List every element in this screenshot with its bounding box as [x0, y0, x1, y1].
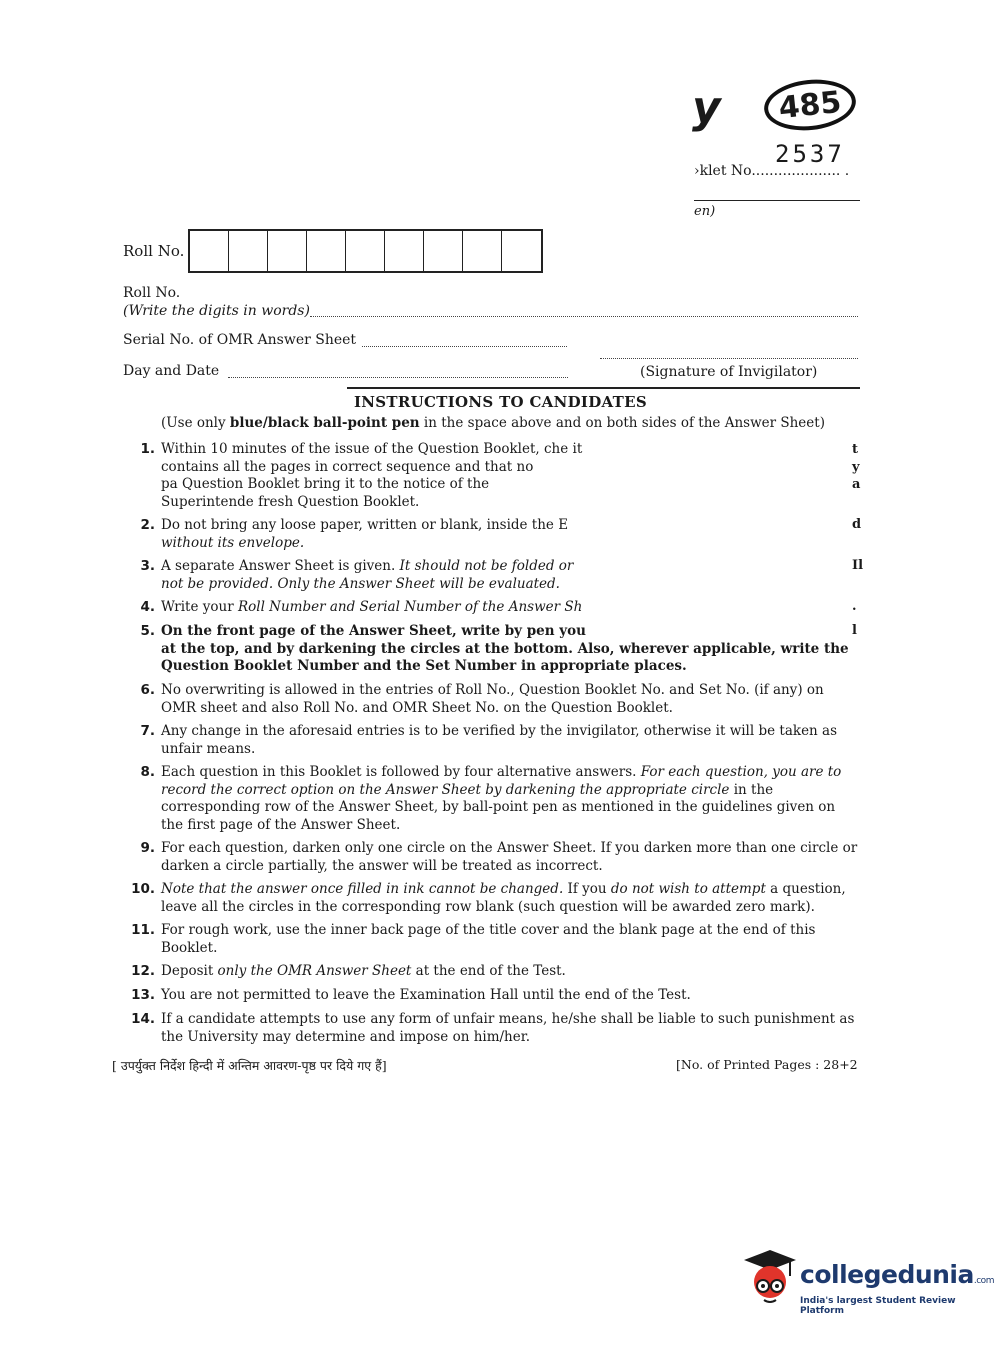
booklet-number-label: ›klet No.................... .: [694, 163, 850, 179]
instruction-item: 2. Do not bring any loose paper, written or blank, inside the E without its envelope.: [140, 517, 569, 551]
hindi-instructions-note: [ उपर्युक्त निर्देश हिन्दी में अन्तिम आवरण-पृष्ठ पर दिये गए हैं]: [112, 1058, 387, 1073]
cropped-edge-text: d: [852, 517, 862, 532]
roll-digit-box[interactable]: [424, 231, 463, 271]
roll-digit-box[interactable]: [385, 231, 424, 271]
booklet-words-line: [694, 200, 860, 201]
cropped-edge-text: l: [852, 623, 857, 638]
omr-serial-line[interactable]: [362, 346, 567, 347]
roll-digit-box[interactable]: [229, 231, 268, 271]
day-date-line[interactable]: [228, 377, 568, 378]
booklet-words-label: en): [694, 204, 716, 219]
roll-digit-box[interactable]: [463, 231, 502, 271]
collegedunia-mascot-icon: [742, 1248, 798, 1310]
roll-digit-box[interactable]: [268, 231, 307, 271]
divider: [347, 387, 860, 389]
instruction-item: 1. Within 10 minutes of the issue of the Question Booklet, che it contains all the pages in correct sequence and that no pa Question Booklet bring it to the notice of the Superintende fresh Question Booklet.: [140, 441, 583, 510]
day-date-label: Day and Date: [123, 363, 220, 379]
question-booklet-number: 2537: [775, 140, 845, 168]
roll-digit-box[interactable]: [190, 231, 229, 271]
collegedunia-tagline: India's largest Student Review Platform: [800, 1296, 956, 1316]
handwritten-code-letter: y: [692, 82, 721, 133]
signature-line[interactable]: [600, 358, 858, 359]
cropped-edge-text: Il: [852, 558, 864, 573]
printed-pages-count: [No. of Printed Pages : 28+2: [676, 1057, 858, 1072]
handwritten-circled-code: 485: [762, 75, 859, 134]
roll-no-words-label: Roll No.: [123, 285, 181, 301]
roll-digit-box[interactable]: [502, 231, 541, 271]
roll-no-words-hint: (Write the digits in words): [123, 303, 310, 319]
roll-no-label: Roll No.: [123, 242, 185, 260]
cropped-edge-text: .: [852, 599, 857, 614]
roll-no-boxes[interactable]: [188, 229, 543, 273]
instruction-item: 5. On the front page of the Answer Sheet, write by pen you at the top, and by darkening the circles at the bottom. Also, wherever applicable, write the Question Booklet Number and the Set Number in appropriate places.: [140, 623, 849, 674]
omr-serial-label: Serial No. of OMR Answer Sheet: [123, 332, 357, 348]
collegedunia-watermark: [742, 1248, 994, 1318]
cropped-edge-text: t y a: [852, 442, 861, 492]
roll-no-words-line[interactable]: [310, 316, 858, 317]
instructions-subtitle: (Use only blue/black ball-point pen in the space above and on both sides of the Answer Sheet): [161, 415, 825, 431]
instructions-title: INSTRUCTIONS TO CANDIDATES: [353, 393, 648, 411]
instruction-item: 3. A separate Answer Sheet is given. It should not be folded or not be provided. Only the Answer Sheet will be evaluated.: [140, 558, 574, 592]
roll-digit-box[interactable]: [307, 231, 346, 271]
instruction-item: 4. Write your Roll Number and Serial Number of the Answer Sh: [140, 599, 583, 615]
roll-digit-box[interactable]: [346, 231, 385, 271]
signature-label: (Signature of Invigilator): [640, 364, 818, 380]
collegedunia-brand: collegedunia.com: [800, 1260, 994, 1289]
